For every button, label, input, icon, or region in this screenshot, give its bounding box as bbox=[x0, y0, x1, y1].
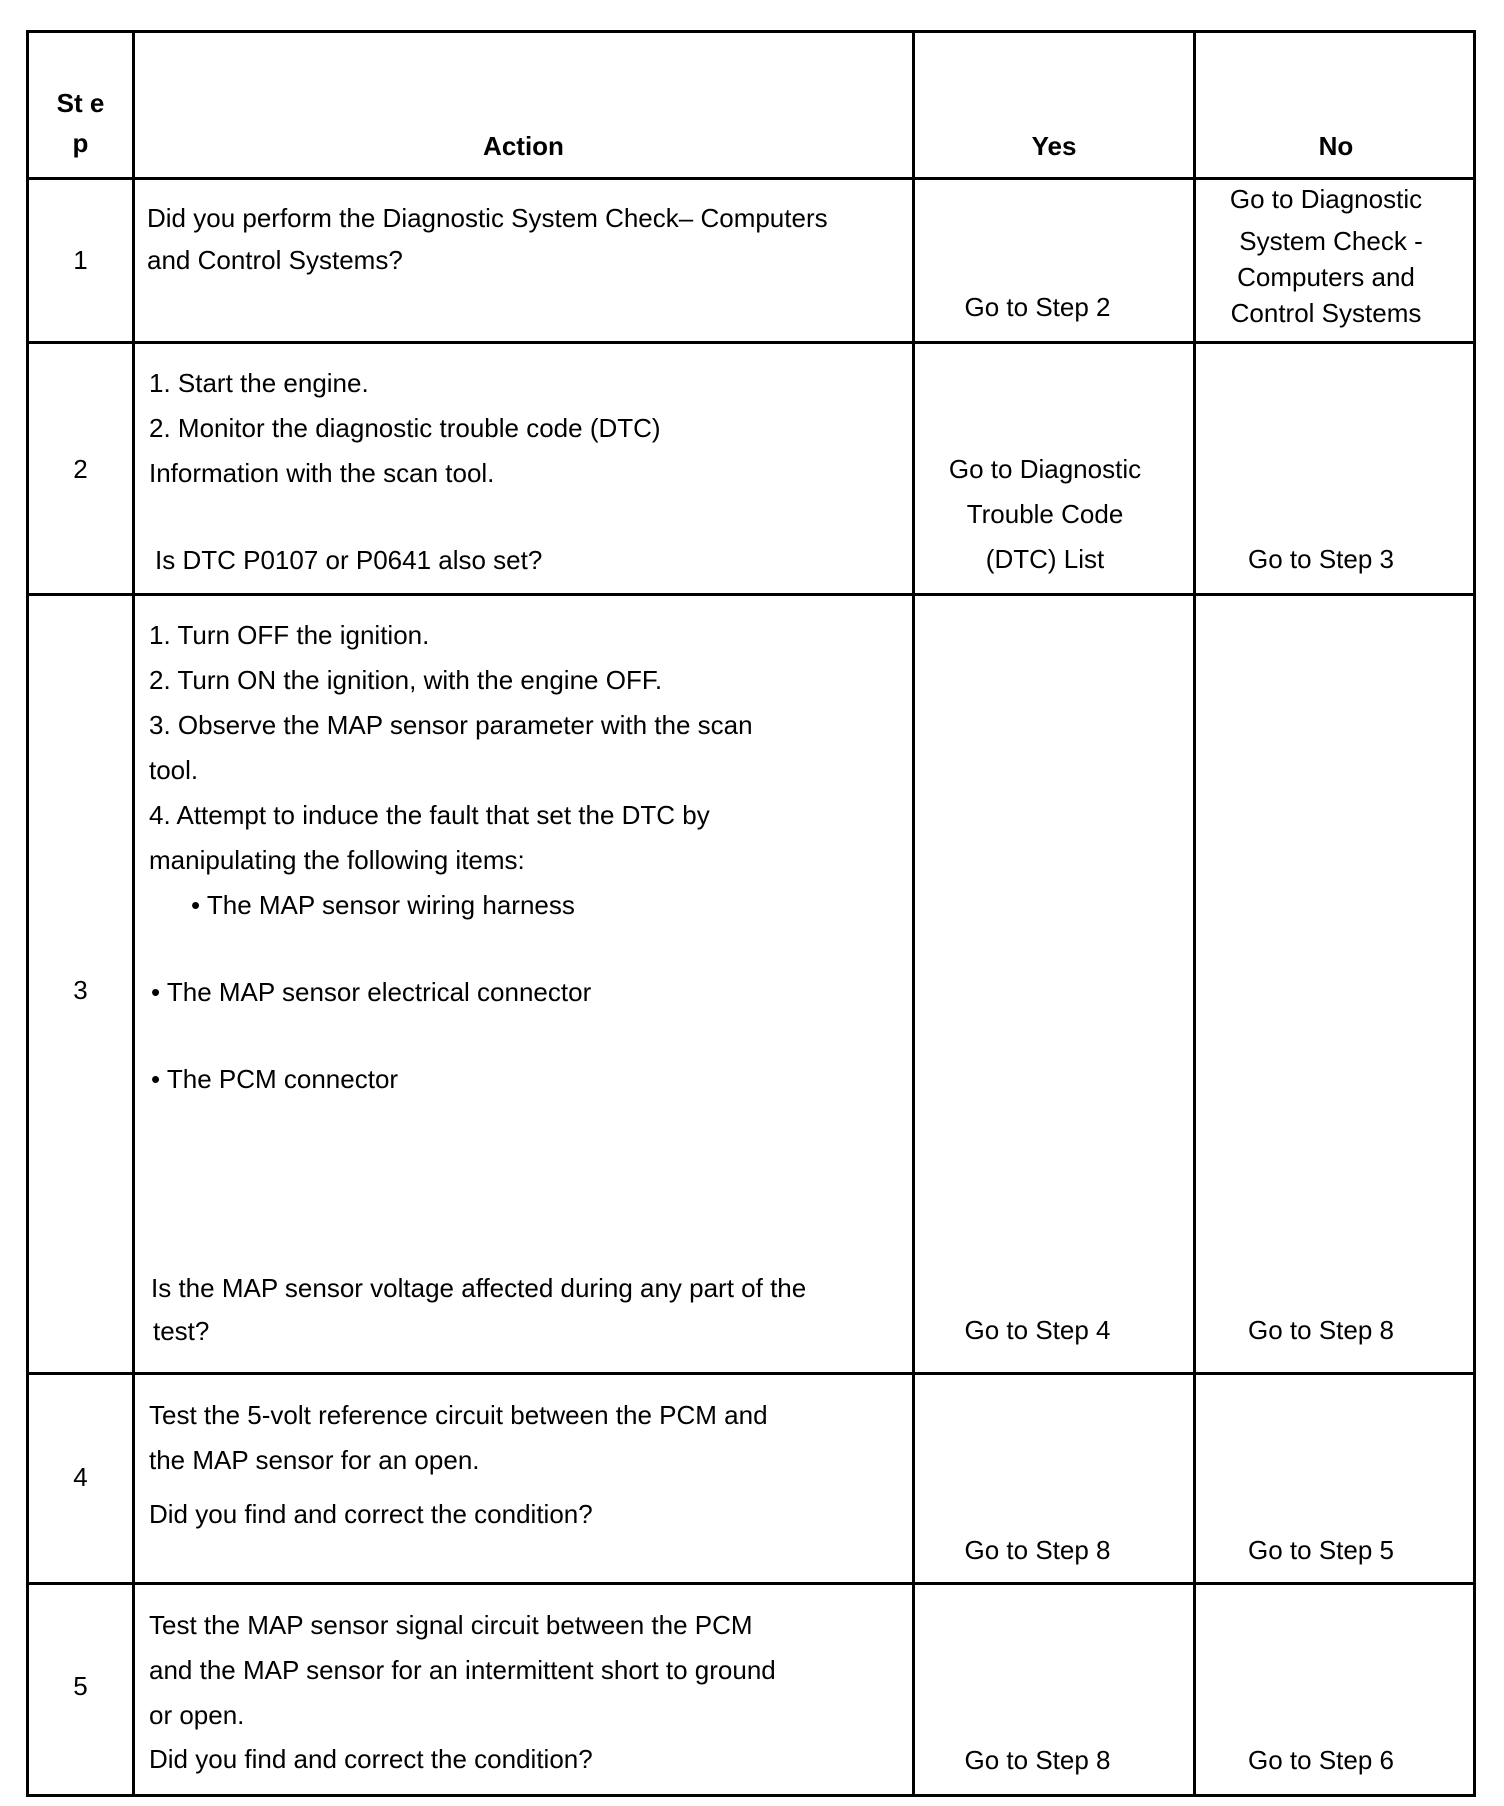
yes-line: Go to Diagnostic bbox=[948, 454, 1142, 484]
action-line: and the MAP sensor for an intermittent short to ground bbox=[149, 1655, 776, 1685]
yes-line: Trouble Code bbox=[966, 499, 1124, 529]
yes-cell: Go to Step 4 bbox=[964, 1315, 1111, 1345]
header-no: No bbox=[1318, 131, 1354, 161]
yes-cell: Go to Step 8 bbox=[964, 1745, 1111, 1775]
action-line: Did you find and correct the condition? bbox=[149, 1744, 593, 1774]
no-cell: Go to Step 5 bbox=[1248, 1535, 1394, 1565]
no-cell: Go to Step 6 bbox=[1248, 1745, 1394, 1775]
row-divider bbox=[29, 341, 1473, 344]
action-line: the MAP sensor for an open. bbox=[149, 1445, 480, 1475]
diagnostic-table bbox=[26, 30, 1476, 1797]
step-number: 4 bbox=[73, 1462, 88, 1492]
action-line: Is the MAP sensor voltage affected during any part of the bbox=[151, 1273, 807, 1303]
action-line: Information with the scan tool. bbox=[149, 458, 495, 488]
row-divider bbox=[29, 593, 1473, 596]
yes-cell: Go to Step 8 bbox=[964, 1535, 1111, 1565]
bullet-item: • The PCM connector bbox=[151, 1064, 399, 1094]
no-cell: Go to Step 3 bbox=[1248, 544, 1394, 574]
step-number: 5 bbox=[73, 1671, 88, 1701]
action-line: Test the MAP sensor signal circuit between the PCM bbox=[149, 1610, 753, 1640]
row-divider bbox=[29, 1582, 1473, 1585]
action-line: Did you find and correct the condition? bbox=[149, 1499, 593, 1529]
row-divider bbox=[29, 177, 1473, 180]
no-line: Go to Diagnostic bbox=[1229, 184, 1423, 214]
header-yes: Yes bbox=[1031, 131, 1077, 161]
action-line: Did you perform the Diagnostic System Check– Computers bbox=[147, 203, 828, 233]
header-step: St ep bbox=[56, 88, 105, 158]
action-line: Is DTC P0107 or P0641 also set? bbox=[155, 545, 543, 575]
action-line: Test the 5-volt reference circuit between the PCM and bbox=[149, 1400, 768, 1430]
action-line: 1. Start the engine. bbox=[149, 368, 369, 398]
header-action: Action bbox=[483, 131, 564, 161]
action-line: 2. Monitor the diagnostic trouble code (DTC) bbox=[149, 413, 661, 443]
yes-line: (DTC) List bbox=[985, 544, 1105, 574]
action-line: 1. Turn OFF the ignition. bbox=[149, 620, 430, 650]
action-line: and Control Systems? bbox=[147, 245, 403, 275]
bullet-item: • The MAP sensor electrical connector bbox=[151, 977, 592, 1007]
no-line: Control Systems bbox=[1230, 298, 1422, 328]
action-line: manipulating the following items: bbox=[149, 845, 525, 875]
no-line: Computers and bbox=[1237, 262, 1415, 292]
column-divider bbox=[132, 33, 135, 1794]
action-line: 4. Attempt to induce the fault that set the DTC by bbox=[149, 800, 710, 830]
action-line: or open. bbox=[149, 1700, 245, 1730]
row-divider bbox=[29, 1372, 1473, 1375]
action-line: 3. Observe the MAP sensor parameter with the scan bbox=[149, 710, 753, 740]
step-number: 1 bbox=[73, 245, 88, 275]
bullet-item: • The MAP sensor wiring harness bbox=[191, 890, 575, 920]
yes-cell: Go to Step 2 bbox=[964, 292, 1111, 322]
no-cell: Go to Step 8 bbox=[1248, 1315, 1394, 1345]
action-line: 2. Turn ON the ignition, with the engine OFF. bbox=[149, 665, 663, 695]
action-line: test? bbox=[153, 1316, 210, 1346]
step-number: 2 bbox=[73, 454, 88, 484]
no-line: System Check - bbox=[1239, 226, 1423, 256]
step-number: 3 bbox=[73, 975, 88, 1005]
action-line: tool. bbox=[149, 755, 199, 785]
